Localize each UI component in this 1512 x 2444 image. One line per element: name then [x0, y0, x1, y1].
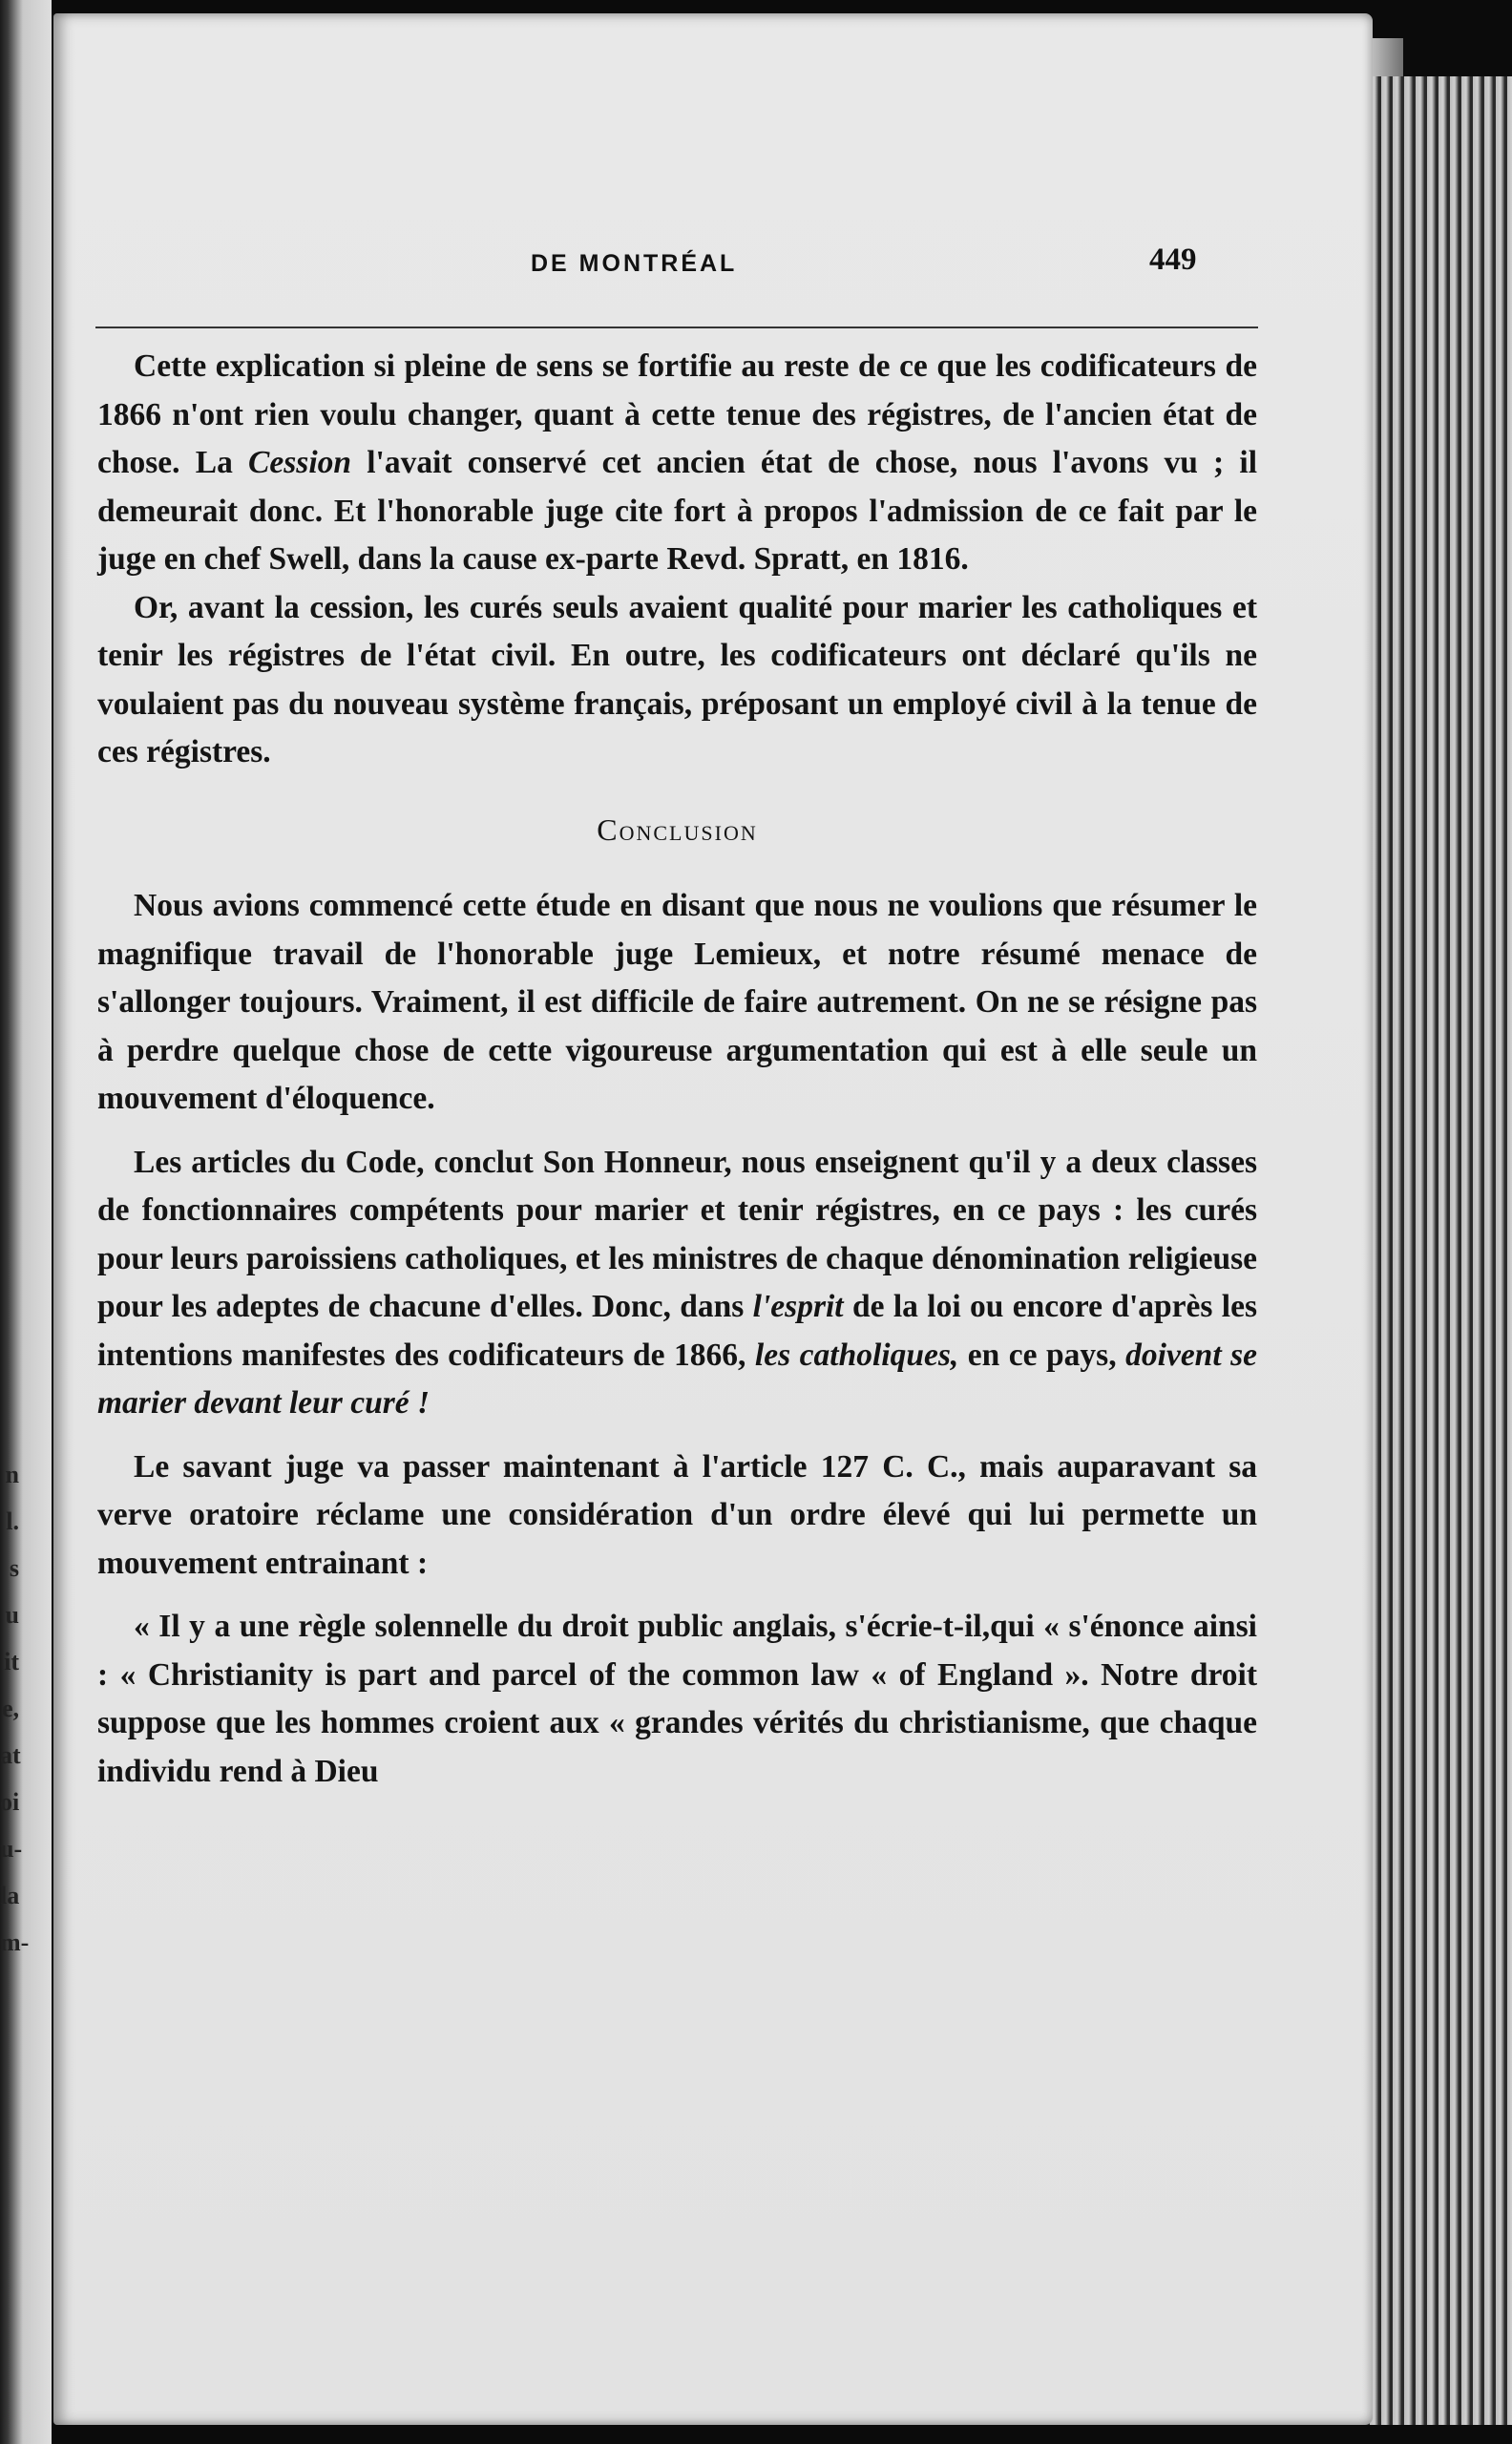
paragraph-5: Le savant juge va passer maintenant à l'article 127 C. C., mais auparavant sa verve oratoire réclame une considération d'un ordre élevé qui lui permette un mouvement entrainant : [97, 1448, 1257, 1581]
fragment: la [0, 1882, 20, 1909]
paragraph-4: Les articles du Code, conclut Son Honneur, nous enseignent qu'il y a deux classes de fonctionnaires compétents pour marier et tenir régistres, en ce pays : les curés pour leurs paroissiens catholiques, et les ministres de chaque dénomination religieuse pour les adeptes de chacune d'elles. Donc, dans l'esprit de la loi ou encore d'après les intentions manifestes des codificateurs de 1866, les catholiques, en ce pays, doivent se marier devant leur curé ! [97, 1144, 1258, 1421]
paragraph-6-quotation: « Il y a une règle solennelle du droit public anglais, s'écrie-t-il,qui « s'énonce ainsi : « Christianity is part and parcel of the common law « of England ». Notre droit suppose que les hommes croient aux « grandes vérités du christianisme, que chaque individu rend à Dieu [97, 1609, 1257, 1789]
italic-catholiques: les catholiques, [754, 1337, 959, 1373]
italic-cession: Cession [248, 445, 352, 480]
fragment: e, [1, 1695, 19, 1722]
fragment: n [5, 1461, 19, 1488]
page-number: 449 [1149, 242, 1197, 277]
fragment: u [5, 1601, 19, 1629]
fragment: at [0, 1741, 21, 1769]
fragment: l. [6, 1507, 19, 1535]
paragraph-3: Nous avions commencé cette étude en disant que nous ne voulions que résumer le magnifique travail de l'honorable juge Lemieux, et notre résumé menace de s'allonger toujours. Vraiment, il est difficile de faire autrement. On ne se résigne pas à perdre quelque chose de cette vigoureuse argumentation qui est à elle seule un mouvement d'éloquence. [97, 888, 1257, 1116]
page-body [97, 343, 1257, 1796]
fragment: m- [0, 1928, 30, 1956]
fragment: it [4, 1648, 19, 1675]
facing-page-edge [0, 0, 52, 2444]
section-heading: Conclusion [597, 811, 758, 847]
fragment: s [9, 1554, 19, 1582]
fragment: u- [0, 1835, 23, 1863]
book-page [53, 13, 1373, 2425]
paragraph-1: Cette explication si pleine de sens se fortifie au reste de ce que les codificateurs de 1866 n'ont rien voulu changer, quant à cette tenue des régistres, de l'ancien état de chose. La Cession l'avait conservé cet ancien état de chose, nous l'avons vu ; il demeurait donc. Et l'honorable juge cite fort à propos l'admission de ce fait par le juge en chef Swell, dans la cause ex-parte Revd. Spratt, en 1816. [97, 348, 1258, 577]
book-page-edges [1367, 76, 1512, 2425]
page-header [53, 223, 1373, 281]
facing-page-text-fragments [0, 1451, 30, 1966]
running-head: DE MONTRÉAL [531, 250, 738, 277]
italic-devant-cure: doivent se marier devant leur curé ! [97, 1337, 1258, 1421]
italic-esprit: l'esprit [752, 1289, 844, 1324]
header-rule [95, 327, 1258, 328]
fragment: oi [0, 1788, 20, 1816]
paragraph-2: Or, avant la cession, les curés seuls avaient qualité pour marier les catholiques et tenir les régistres de l'état civil. En outre, les codificateurs ont déclaré qu'ils ne voulaient pas du nouveau système français, préposant un employé civil à la tenue de ces régistres. [97, 589, 1257, 769]
